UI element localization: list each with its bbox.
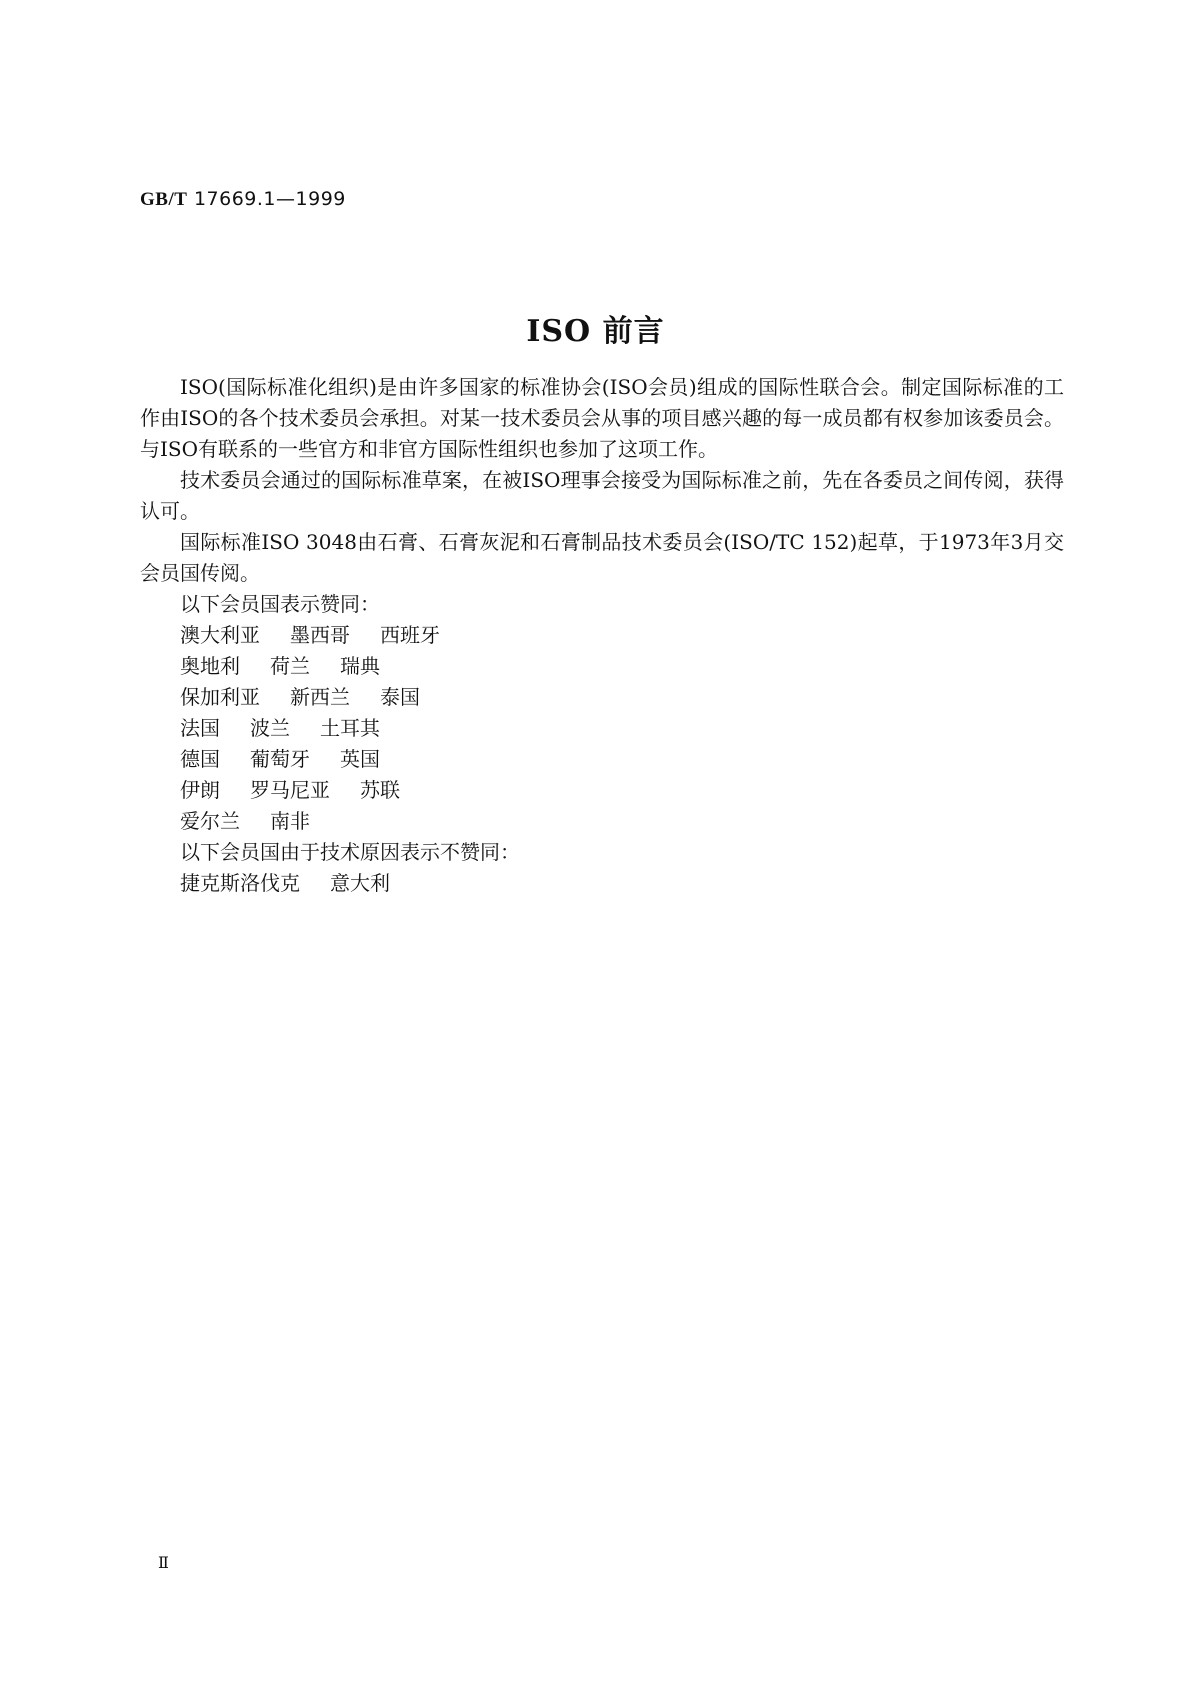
country-name: 英国 — [340, 747, 380, 771]
paragraph-iso-3048: 国际标准ISO 3048由石膏、石膏灰泥和石膏制品技术委员会(ISO/TC 152)起草，于1973年3月交会员国传阅。 — [140, 530, 1064, 585]
country-name: 伊朗 — [180, 778, 220, 802]
country-name: 南非 — [270, 809, 310, 833]
country-name: 瑞典 — [340, 654, 380, 678]
country-name: 爱尔兰 — [180, 809, 240, 833]
country-name: 西班牙 — [380, 623, 440, 647]
approve-row — [140, 744, 1064, 775]
disapprove-intro: 以下会员国由于技术原因表示不赞同： — [180, 840, 520, 864]
standard-code-prefix: GB/T — [140, 189, 188, 210]
country-name: 意大利 — [330, 871, 390, 895]
approve-row — [140, 651, 1064, 682]
country-name: 澳大利亚 — [180, 623, 260, 647]
country-name: 奥地利 — [180, 654, 240, 678]
country-name: 捷克斯洛伐克 — [180, 871, 300, 895]
paragraph-draft-circulation: 技术委员会通过的国际标准草案，在被ISO理事会接受为国际标准之前，先在各委员之间传阅，获得认可。 — [140, 468, 1064, 523]
body-text — [140, 372, 1064, 899]
paragraph-iso-intro: ISO(国际标准化组织)是由许多国家的标准协会(ISO会员)组成的国际性联合会。制定国际标准的工作由ISO的各个技术委员会承担。对某一技术委员会从事的项目感兴趣的每一成员都有权参加该委员会。与ISO有联系的一些官方和非官方国际性组织也参加了这项工作。 — [140, 375, 1064, 461]
disapprove-row — [140, 868, 1064, 899]
standard-code — [140, 188, 346, 211]
approve-row — [140, 713, 1064, 744]
country-name: 葡萄牙 — [250, 747, 310, 771]
country-name: 德国 — [180, 747, 220, 771]
country-name: 荷兰 — [270, 654, 310, 678]
country-name: 土耳其 — [320, 716, 380, 740]
country-name: 苏联 — [360, 778, 400, 802]
standard-code-number: 17669.1—1999 — [193, 188, 346, 210]
approve-intro: 以下会员国表示赞同： — [180, 592, 380, 616]
country-name: 罗马尼亚 — [250, 778, 330, 802]
country-name: 法国 — [180, 716, 220, 740]
country-name: 保加利亚 — [180, 685, 260, 709]
page-title: ISO 前言 — [526, 314, 665, 349]
country-name: 新西兰 — [290, 685, 350, 709]
country-name: 泰国 — [380, 685, 420, 709]
approve-row — [140, 620, 1064, 651]
approve-row — [140, 682, 1064, 713]
country-name: 墨西哥 — [290, 623, 350, 647]
approve-row — [140, 775, 1064, 806]
country-name: 波兰 — [250, 716, 290, 740]
approve-row — [140, 806, 1064, 837]
page-number: Ⅱ — [158, 1555, 169, 1572]
